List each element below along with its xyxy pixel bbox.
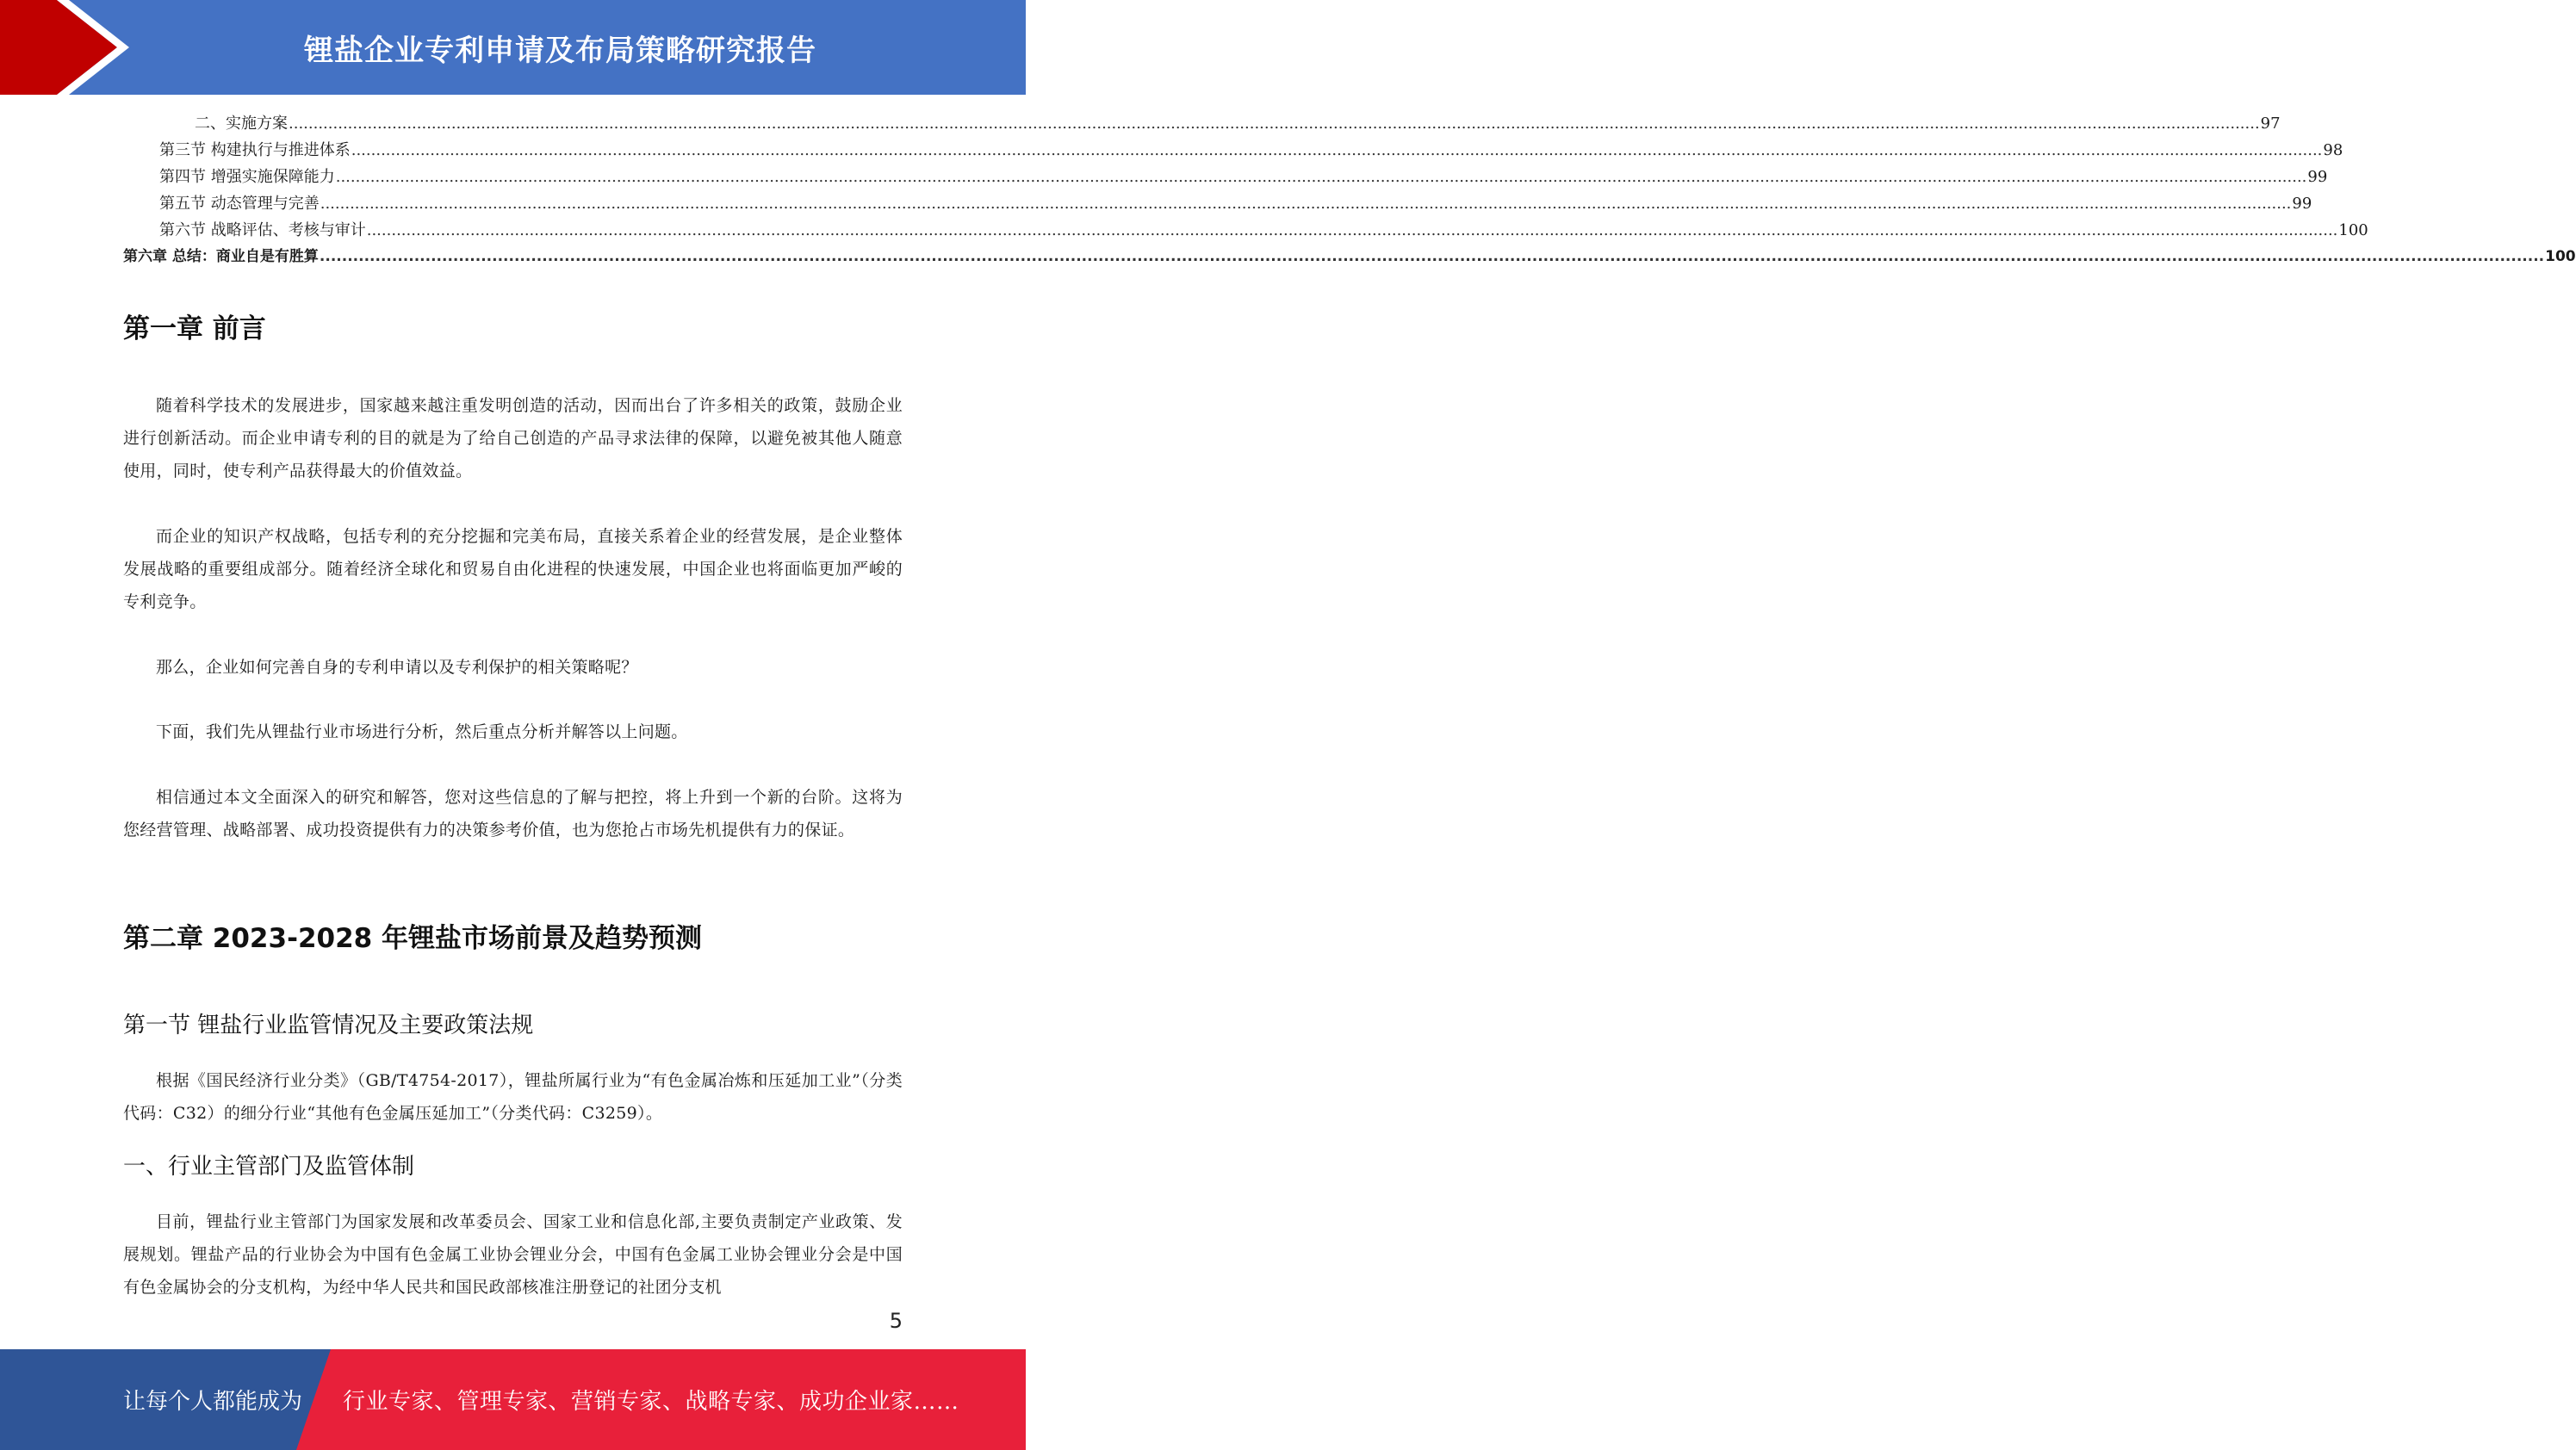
toc-entry[interactable]	[123, 110, 2281, 137]
toc-leader-dots: ................................................................................................................................................................................................................................................................................................................................................................................................................	[320, 195, 2292, 213]
toc-entry-page: 98	[2323, 141, 2343, 159]
toc-leader-dots: ................................................................................................................................................................................................................................................................................................................................................................................................................	[351, 141, 2323, 159]
paragraph: 下面，我们先从锂盐行业市场进行分析，然后重点分析并解答以上问题。	[156, 722, 688, 741]
page-footer	[0, 1349, 1026, 1450]
chapter-1-paragraph-5	[123, 781, 903, 846]
toc-leader-dots: ................................................................................................................................................................................................................................................................................................................................................................................................................	[289, 115, 2260, 133]
footer-slogan-right: 行业专家、管理专家、营销专家、战略专家、成功企业家……	[343, 1389, 959, 1415]
toc-entry-page: 99	[2292, 195, 2312, 213]
toc-entry[interactable]	[123, 137, 2343, 164]
section-1-paragraph	[123, 1064, 903, 1130]
chapter-1-paragraph-4	[123, 716, 903, 748]
chapter-1-heading-block	[123, 307, 903, 345]
subsection-heading: 一、行业主管部门及监管体制	[123, 1154, 415, 1180]
header-arrow-flag-icon	[0, 0, 138, 95]
table-of-contents	[123, 110, 2576, 270]
page-number: 5	[889, 1309, 903, 1333]
paragraph: 相信通过本文全面深入的研究和解答，您对这些信息的了解与把控，将上升到一个新的台阶。这将为您经营管理、战略部署、成功投资提供有力的决策参考价值，也为您抢占市场先机提供有力的保证。	[123, 788, 903, 840]
toc-entry[interactable]	[123, 217, 2368, 244]
toc-entry-page: 97	[2260, 115, 2281, 133]
toc-entry-label: 第三节 构建执行与推进体系	[159, 141, 351, 159]
toc-leader-dots: ................................................................................................................................................................................................................................................................................................................................................................................................................	[366, 221, 2338, 239]
page-header	[0, 0, 1026, 95]
toc-entry-label: 第五节 动态管理与完善	[159, 195, 320, 213]
chapter-1-paragraph-2	[123, 520, 903, 618]
section-1-heading-block	[123, 1007, 903, 1039]
chapter-heading: 第一章 前言	[123, 313, 266, 344]
paragraph: 那么，企业如何完善自身的专利申请以及专利保护的相关策略呢？	[156, 658, 638, 677]
toc-entry[interactable]	[123, 244, 2576, 270]
paragraph: 随着科学技术的发展进步，国家越来越注重发明创造的活动，因而出台了许多相关的政策，鼓励企业进行创新活动。而企业申请专利的目的就是为了给自己创造的产品寻求法律的保障，以避免被其他人随意使用，同时，使专利产品获得最大的价值效益。	[123, 396, 903, 480]
subsection-1-heading-block	[123, 1149, 903, 1180]
toc-entry-page: 100	[2545, 248, 2576, 265]
chapter-1-paragraph-1	[123, 389, 903, 487]
toc-entry-label: 二、实施方案	[195, 115, 288, 133]
toc-leader-dots: ................................................................................................................................................................................................................................................................................................................................................................................................................	[335, 168, 2307, 186]
toc-entry[interactable]	[123, 190, 2312, 217]
toc-entry-label: 第六章 总结：商业自是有胜算	[123, 248, 319, 265]
toc-entry-label: 第六节 战略评估、考核与审计	[159, 221, 366, 239]
subsection-1-paragraph	[123, 1205, 903, 1302]
paragraph: 而企业的知识产权战略，包括专利的充分挖掘和完美布局，直接关系着企业的经营发展，是企业整体发展战略的重要组成部分。随着经济全球化和贸易自由化进程的快速发展，中国企业也将面临更加严峻的专利竞争。	[123, 527, 903, 611]
chapter-heading: 第二章 2023-2028 年锂盐市场前景及趋势预测	[123, 923, 703, 954]
toc-leader-dots: ................................................................................................................................................................................................................................................................................................................................................................................................................	[319, 248, 2545, 265]
toc-entry-page: 100	[2338, 221, 2368, 239]
section-heading: 第一节 锂盐行业监管情况及主要政策法规	[123, 1013, 534, 1038]
paragraph: 根据《国民经济行业分类》（GB/T4754-2017），锂盐所属行业为“有色金属冶炼和压延加工业”（分类代码：C32）的细分行业“其他有色金属压延加工”（分类代码：C3259）。	[123, 1071, 903, 1123]
toc-entry-page: 99	[2307, 168, 2328, 186]
chapter-1-paragraph-3	[123, 651, 903, 684]
chapter-2-heading-block	[123, 916, 903, 955]
toc-entry[interactable]	[123, 164, 2328, 190]
paragraph: 目前，锂盐行业主管部门为国家发展和改革委员会、国家工业和信息化部,主要负责制定产业政策、发展规划。锂盐产品的行业协会为中国有色金属工业协会锂业分会，中国有色金属工业协会锂业分会是中国有色金属协会的分支机构，为经中华人民共和国民政部核准注册登记的社团分支机	[123, 1212, 903, 1297]
report-title: 锂盐企业专利申请及布局策略研究报告	[304, 33, 816, 68]
footer-slogan-left: 让每个人都能成为	[123, 1389, 303, 1415]
toc-entry-label: 第四节 增强实施保障能力	[159, 168, 335, 186]
